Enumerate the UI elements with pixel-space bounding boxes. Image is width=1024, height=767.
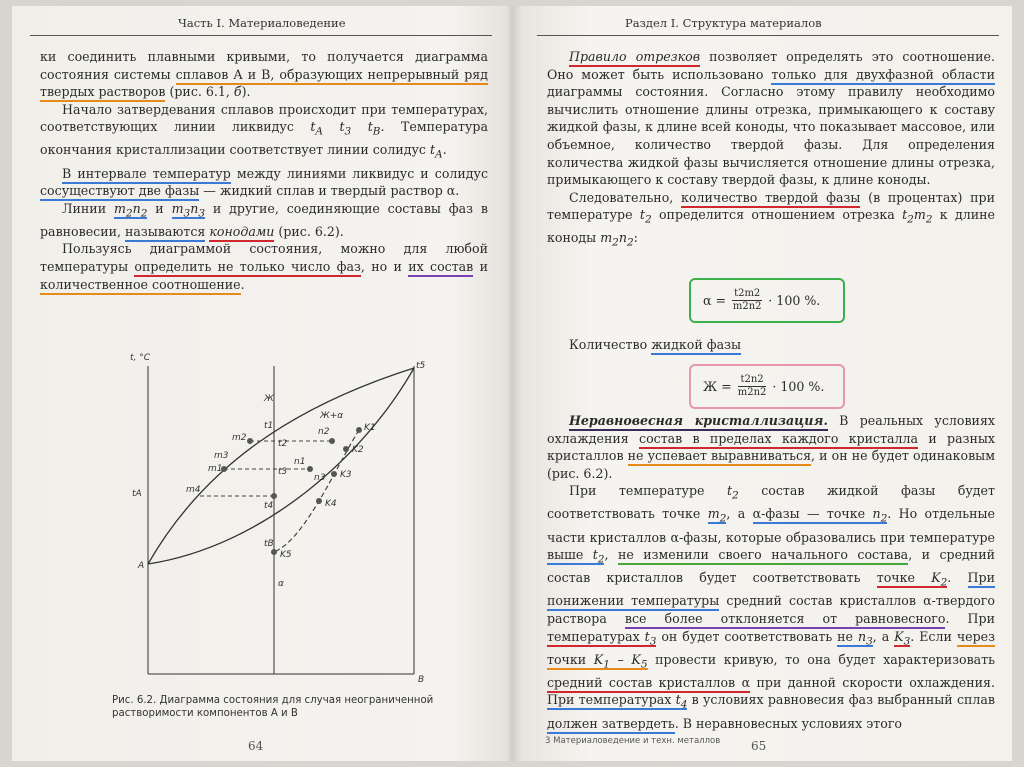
label-n2: n2	[318, 427, 330, 437]
label-k5: K5	[280, 550, 292, 560]
point-n2	[329, 438, 335, 444]
book-spread	[12, 6, 1012, 761]
left-paragraph-5: Пользуясь диаграммой состояния, можно для любой температуры определить не только число фаз, но и их состав и количественное соотношение.	[40, 240, 488, 293]
right-paragraph-1: Правило отрезков позволяет определять это соотношение. Оно может быть использовано только для двухфазной области диаграммы состояния. Согласно этому правилу необходимо вычислить отношение длины отрезка, примыкающего к составу жидкой фазы, к длине всей коноды, что показывает массовое, или объемное, количество твердой фазы. Для определения количества жидкой фазы вычисляется отношение длины отрезка, примыкающего к составу твердой фазы, к длине коноды.	[547, 49, 996, 188]
right-text	[547, 48, 995, 253]
formula2-rhs: · 100 %.	[772, 379, 825, 394]
formula2-num: t2n2	[740, 374, 764, 385]
label-t4: t4	[264, 501, 274, 511]
label-t-b: tB	[264, 539, 274, 549]
right-page-number: 65	[751, 739, 767, 753]
formula1-fraction	[732, 288, 762, 313]
point-t4	[271, 493, 277, 499]
left-page-number: 64	[248, 739, 264, 753]
label-k2: K2	[352, 445, 364, 455]
formula1-lhs: α =	[703, 293, 727, 308]
formula1-num: t2m2	[734, 288, 761, 299]
left-paragraph-4: Линии $m_2n_2$ и $m_3n_3$ и другие, соединяющие составы фаз в равновесии, называются конодами (рис. 6.2).	[40, 200, 488, 241]
label-n3: n3	[314, 473, 326, 483]
right-paragraph-2: Следовательно, количество твердой фазы (в процентах) при температуре $t_2$ определится отношением отрезка $t_2m_2$ к длине коноды $m_2n_2$:	[547, 189, 996, 249]
left-paragraph-1: ки соединить плавными кривыми, то получается диаграмма состояния системы сплавов А и В, образующих непрерывный ряд твердых растворов (рис. 6.1, б).	[40, 48, 488, 101]
label-m2: m2	[232, 433, 247, 443]
label-t-a: tA	[132, 489, 142, 499]
label-t2: t2	[278, 439, 288, 449]
right-paragraph-4: Неравновесная кристаллизация. В реальных условиях охлаждения состав в пределах каждого кристалла и разных кристаллов не успевает выравниваться, и он не будет одинаковым (рис. 6.2).	[547, 413, 995, 481]
formula-liquid	[689, 364, 845, 409]
solidus-curve	[148, 368, 414, 564]
point-k4	[316, 498, 322, 504]
right-paragraph-3: Количество жидкой фазы	[547, 336, 995, 354]
label-t5: t5	[416, 361, 426, 371]
label-y-axis: t, °C	[130, 353, 151, 363]
right-paragraph-5: При температуре $t_2$ состав жидкой фазы будет соответствовать точке $m_2$, а α-фазы — точке $n_2$. Но отдельные части кристаллов α-фазы, которые образовались при температуре выше $t_2$, не изменили своего начального состава, и средний состав кристаллов будет соответствовать точке $K_2$. При понижении температуры средний состав кристаллов α-твердого раствора все более отклоняется от равновесного. При температурах $t_3$ он будет соответствовать не $n_3$, а $K_3$. Если через точки $K_1 - K_5$ провести кривую, то она будет характеризовать средний состав кристаллов α при данной скорости охлаждения. При температурах $t_4$ в условиях равновесия фаз выбранный сплав должен затвердеть. В неравновесных условиях этого	[547, 482, 995, 732]
label-liquid: Ж	[264, 394, 274, 404]
left-page	[30, 6, 492, 761]
formula1-den: m2n2	[732, 301, 762, 312]
label-two-phase: Ж+α	[320, 411, 344, 421]
left-paragraph-2: Начало затвердевания сплавов происходит при температурах, соответствующих линии ликвидус $t_A$ $t_3$ $t_B$. Температура окончания кристаллизации соответствует линии солидус $t_A$.	[40, 101, 488, 161]
formula1-rhs: · 100 %.	[768, 293, 821, 308]
left-running-head: Часть I. Материаловедение	[30, 16, 492, 36]
label-t3: t3	[278, 467, 288, 477]
phase-diagram	[114, 346, 432, 688]
label-t1: t1	[264, 421, 274, 431]
label-k1: K1	[364, 423, 376, 433]
label-k4: K4	[325, 499, 337, 509]
right-running-head: Раздел I. Структура материалов	[537, 16, 999, 36]
formula2-lhs: Ж =	[703, 379, 732, 394]
footer-note: 3 Материаловедение и техн. металлов	[545, 736, 721, 746]
label-n1: n1	[294, 457, 306, 467]
label-alpha: α	[278, 579, 284, 589]
formula2-fraction	[738, 374, 767, 399]
point-k2	[343, 446, 349, 452]
right-lower-text	[547, 412, 995, 732]
point-k5	[271, 549, 277, 555]
point-m2	[247, 438, 253, 444]
formula-solid	[689, 278, 845, 323]
liquidus-curve	[148, 368, 414, 564]
label-m1: m1	[208, 464, 223, 474]
label-m4: m4	[186, 485, 201, 495]
left-paragraph-3: В интервале температур между линиями ликвидус и солидус сосуществуют две фазы — жидкий сплав и твердый раствор α.	[40, 165, 488, 200]
point-k3	[331, 471, 337, 477]
point-k1	[356, 427, 362, 433]
label-b: B	[418, 675, 425, 685]
right-page	[537, 6, 999, 761]
label-a: A	[138, 561, 145, 571]
label-k3: K3	[340, 470, 352, 480]
figure-caption: Рис. 6.2. Диаграмма состояния для случая неограниченной растворимости компонентов А и В	[112, 695, 434, 719]
point-n3	[307, 466, 313, 472]
left-text	[40, 48, 488, 293]
formula2-den: m2n2	[737, 387, 767, 398]
label-m3: m3	[214, 451, 229, 461]
right-liquid-label-block	[547, 336, 995, 354]
